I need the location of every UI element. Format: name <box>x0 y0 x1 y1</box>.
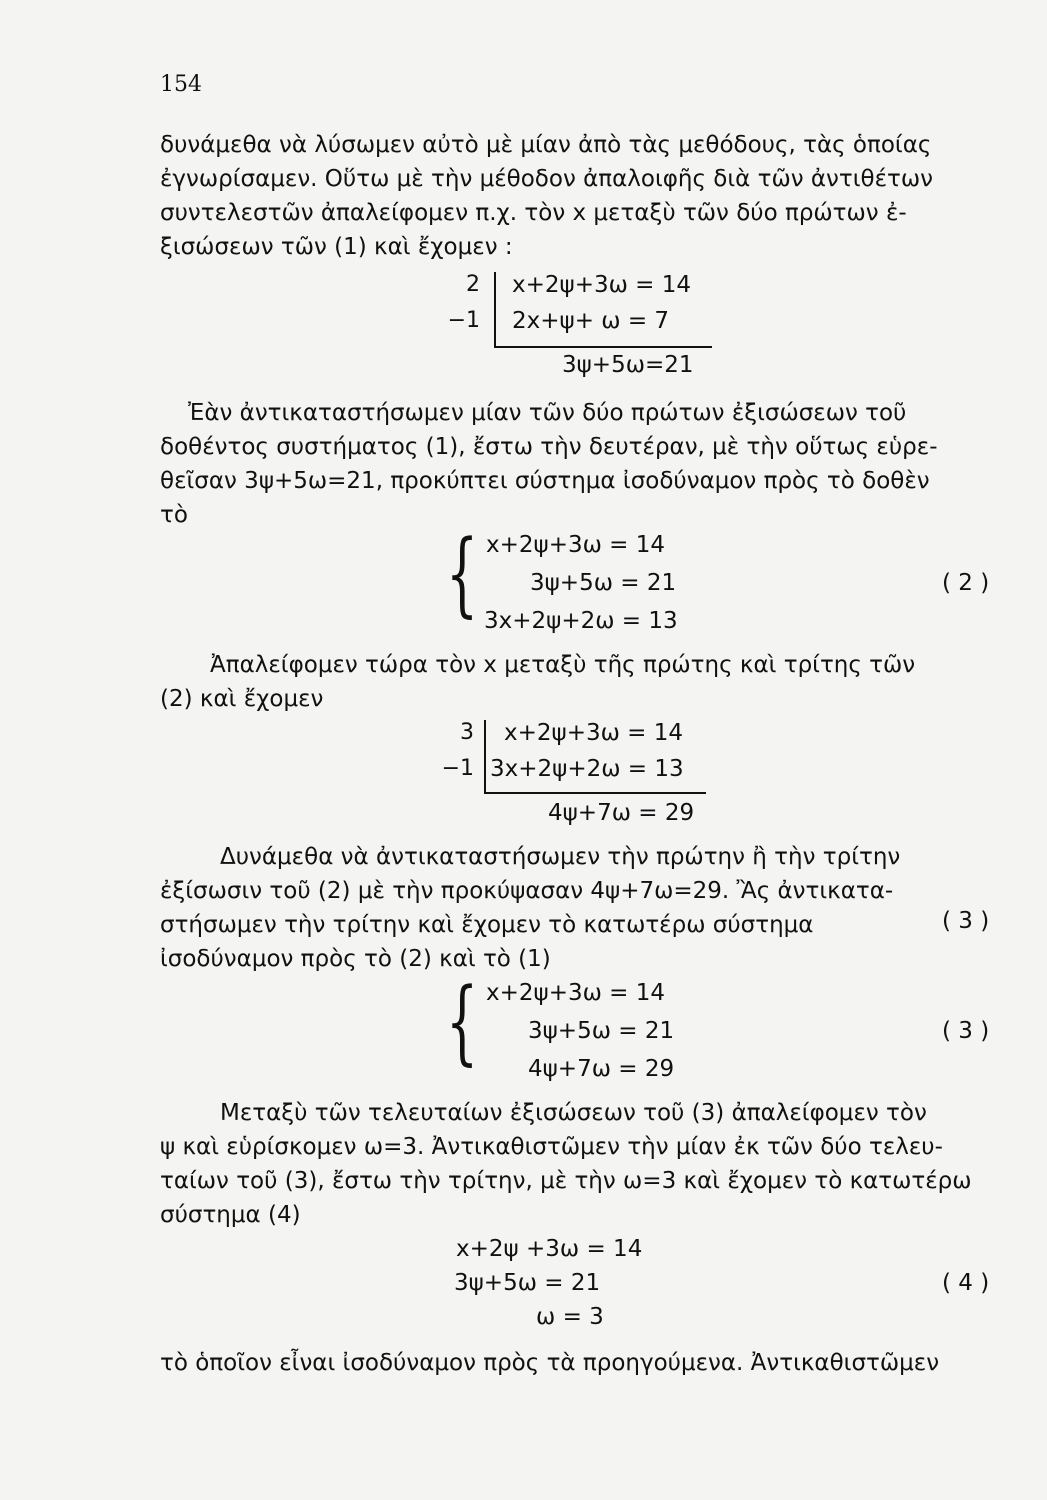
system-label: ( 3 ) <box>942 1018 990 1044</box>
equation: 3x+2ψ+2ω = 13 <box>484 608 678 634</box>
result-equation: 3ψ+5ω=21 <box>562 352 694 378</box>
text-line: συντελεστῶν ἀπαλείφομεν π.χ. τὸν x μεταξὺ τῶν δύο πρώτων ἐ- <box>160 200 907 226</box>
equation: 2x+ψ+ ω = 7 <box>512 308 670 334</box>
result-equation: 4ψ+7ω = 29 <box>548 800 695 826</box>
divider-line <box>494 272 496 348</box>
system-label: ( 2 ) <box>942 570 990 596</box>
paragraph-1 <box>160 128 990 264</box>
paragraph-3 <box>160 648 990 716</box>
paragraph-2 <box>160 396 990 532</box>
text-line: ταίων τοῦ (3), ἔστω τὴν τρίτην, μὲ τὴν ω=3 καὶ ἔχομεν τὸ κατωτέρω <box>160 1168 972 1194</box>
text-line: στήσωμεν τὴν τρίτην καὶ ἔχομεν τὸ κατωτέρω σύστημα <box>160 912 814 938</box>
equation: x+2ψ+3ω = 14 <box>512 272 692 298</box>
left-brace: { <box>446 968 479 1075</box>
multiplier: 3 <box>460 720 474 745</box>
equation: 3ψ+5ω = 21 <box>528 1018 675 1044</box>
sum-rule <box>484 792 706 794</box>
multiplier: 2 <box>466 272 480 297</box>
text-line: τὸ ὁποῖον εἶναι ἰσοδύναμον πρὸς τὰ προηγούμενα. Ἀντικαθιστῶμεν <box>160 1350 940 1376</box>
text-line: Ἐὰν ἀντικαταστήσωμεν μίαν τῶν δύο πρώτων ἐξισώσεων τοῦ <box>188 400 907 426</box>
paragraph-label: ( 3 ) <box>942 908 990 934</box>
multiplier: −1 <box>441 756 474 781</box>
multiplier: −1 <box>447 308 480 333</box>
page-number: 154 <box>160 72 202 97</box>
text-line: ἰσοδύναμον πρὸς τὸ (2) καὶ τὸ (1) <box>160 946 551 972</box>
equation: 4ψ+7ω = 29 <box>528 1056 675 1082</box>
equation: ω = 3 <box>536 1304 604 1330</box>
equation: 3ψ+5ω = 21 <box>530 570 677 596</box>
text-line: σύστημα (4) <box>160 1202 301 1228</box>
left-brace: { <box>446 520 479 627</box>
text-line: ψ καὶ εὑρίσκομεν ω=3. Ἀντικαθιστῶμεν τὴν μίαν ἐκ τῶν δύο τελευ- <box>160 1134 943 1160</box>
equation: 3x+2ψ+2ω = 13 <box>490 756 684 782</box>
paragraph-6 <box>160 1346 990 1380</box>
text-line: ἐξίσωσιν τοῦ (2) μὲ τὴν προκύψασαν 4ψ+7ω=29. Ἂς ἀντικατα- <box>160 878 894 904</box>
equation: 3ψ+5ω = 21 <box>454 1270 601 1296</box>
text-line: δοθέντος συστήματος (1), ἔστω τὴν δευτέραν, μὲ τὴν οὕτως εὑρε- <box>160 434 938 460</box>
equation: x+2ψ+3ω = 14 <box>504 720 684 746</box>
text-line: Δυνάμεθα νὰ ἀντικαταστήσωμεν τὴν πρώτην ἢ τὴν τρίτην <box>220 844 901 870</box>
text-line: Ἀπαλείφομεν τώρα τὸν x μεταξὺ τῆς πρώτης καὶ τρίτης τῶν <box>210 652 916 678</box>
system-label: ( 4 ) <box>942 1270 990 1296</box>
text-line: θεῖσαν 3ψ+5ω=21, προκύπτει σύστημα ἰσοδύναμον πρὸς τὸ δοθὲν <box>160 468 930 494</box>
sum-rule <box>494 346 712 348</box>
text-line: ἐγνωρίσαμεν. Οὕτω μὲ τὴν μέθοδον ἀπαλοιφῆς διὰ τῶν ἀντιθέτων <box>160 166 933 192</box>
text-line: Μεταξὺ τῶν τελευταίων ἐξισώσεων τοῦ (3) ἀπαλείφομεν τὸν <box>220 1100 927 1126</box>
paragraph-4 <box>160 840 990 976</box>
text-line: τὸ <box>160 502 188 528</box>
divider-line <box>484 720 486 794</box>
text-line: (2) καὶ ἔχομεν <box>160 686 324 712</box>
equation: x+2ψ+3ω = 14 <box>486 532 666 558</box>
equation: x+2ψ +3ω = 14 <box>456 1236 643 1262</box>
text-line: ξισώσεων τῶν (1) καὶ ἔχομεν : <box>160 234 513 260</box>
equation: x+2ψ+3ω = 14 <box>486 980 666 1006</box>
text-line: δυνάμεθα νὰ λύσωμεν αὐτὸ μὲ μίαν ἀπὸ τὰς μεθόδους, τὰς ὁποίας <box>160 132 932 158</box>
paragraph-5 <box>160 1096 990 1232</box>
